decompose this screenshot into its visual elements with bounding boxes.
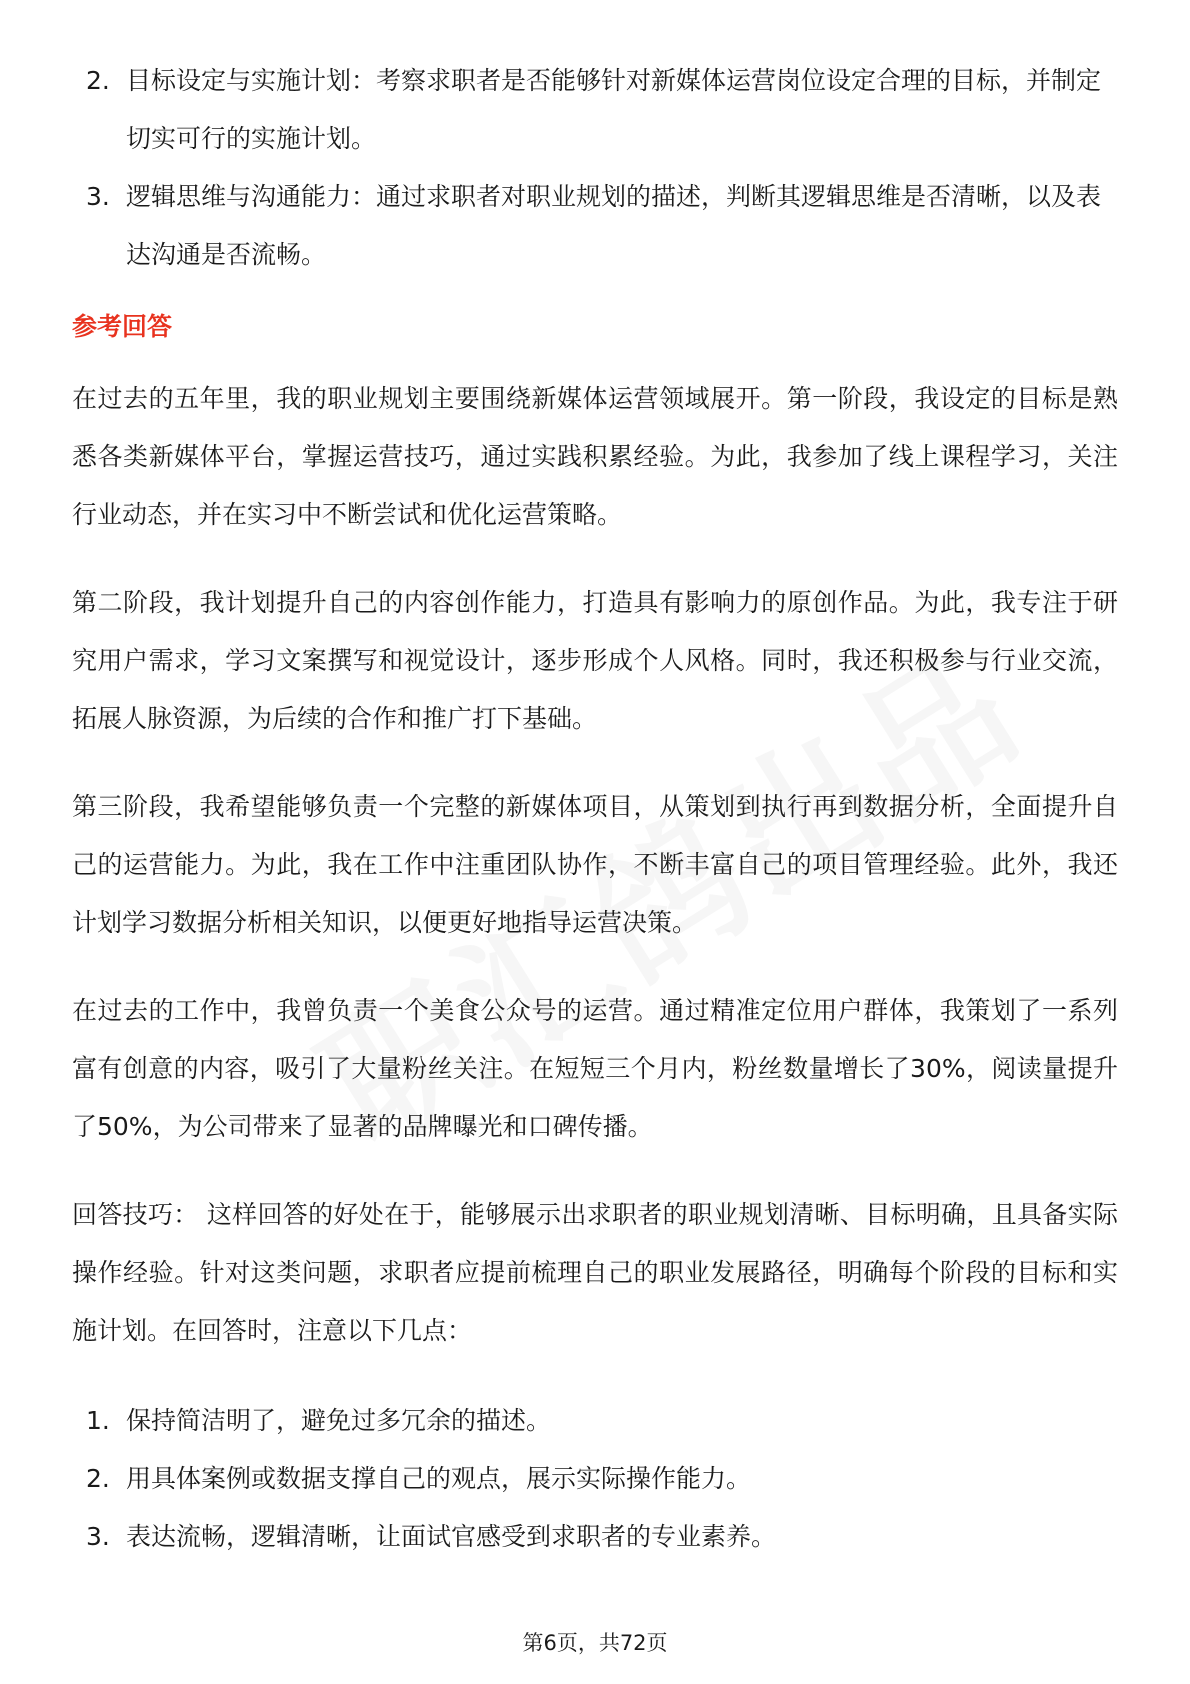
list-item-text: 表达流畅，逻辑清晰，让面试官感受到求职者的专业素养。 [126,1522,777,1551]
list-item [72,52,1118,168]
page-content [72,52,1118,1566]
list-item [72,1392,1118,1450]
list-item-text: 保持简洁明了，避免过多冗余的描述。 [126,1406,552,1435]
criteria-list [72,52,1118,284]
list-item-number: 1. [86,1406,110,1435]
list-item-text: 用具体案例或数据支撑自己的观点，展示实际操作能力。 [126,1464,752,1493]
list-item-number: 3. [86,1522,110,1551]
list-item-number: 3. [86,182,110,211]
list-item-number: 2. [86,66,110,95]
paragraph-phase-two: 第二阶段，我计划提升自己的内容创作能力，打造具有影响力的原创作品。为此，我专注于研究用户需求，学习文案撰写和视觉设计，逐步形成个人风格。同时，我还积极参与行业交流，拓展人脉资源，为后续的合作和推广打下基础。 [72,588,1118,733]
list-item-text: 逻辑思维与沟通能力：通过求职者对职业规划的描述，判断其逻辑思维是否清晰，以及表达沟通是否流畅。 [126,182,1102,269]
paragraph-answer-tips: 回答技巧： 这样回答的好处在于，能够展示出求职者的职业规划清晰、目标明确，且具备实际操作经验。针对这类问题，求职者应提前梳理自己的职业发展路径，明确每个阶段的目标和实施计划。在回答时，注意以下几点： [72,1200,1118,1345]
tips-list [72,1392,1118,1566]
paragraph-phase-three: 第三阶段，我希望能够负责一个完整的新媒体项目，从策划到执行再到数据分析，全面提升自己的运营能力。为此，我在工作中注重团队协作，不断丰富自己的项目管理经验。此外，我还计划学习数据分析相关知识，以便更好地指导运营决策。 [72,792,1118,937]
list-item [72,1450,1118,1508]
paragraph-phase-one: 在过去的五年里，我的职业规划主要围绕新媒体运营领域展开。第一阶段，我设定的目标是熟悉各类新媒体平台，掌握运营技巧，通过实践积累经验。为此，我参加了线上课程学习，关注行业动态，并在实习中不断尝试和优化运营策略。 [72,384,1118,529]
list-item-text: 目标设定与实施计划：考察求职者是否能够针对新媒体运营岗位设定合理的目标，并制定切实可行的实施计划。 [126,66,1102,153]
section-heading-reference: 参考回答 [72,312,173,341]
list-item [72,1508,1118,1566]
list-item-number: 2. [86,1464,110,1493]
paragraph-experience: 在过去的工作中，我曾负责一个美食公众号的运营。通过精准定位用户群体，我策划了一系列富有创意的内容，吸引了大量粉丝关注。在短短三个月内，粉丝数量增长了30%，阅读量提升了50%，为公司带来了显著的品牌曝光和口碑传播。 [72,996,1118,1141]
list-item [72,168,1118,284]
page-number-footer: 第6页，共72页 [522,1631,668,1655]
